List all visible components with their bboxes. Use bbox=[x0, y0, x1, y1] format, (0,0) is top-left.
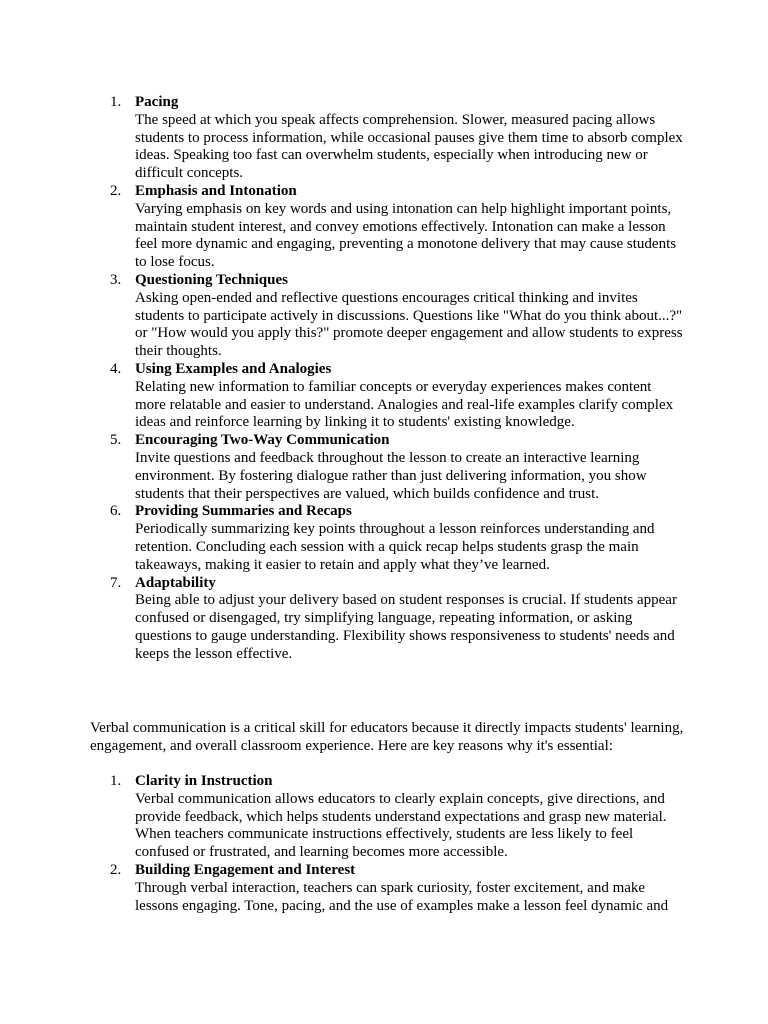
list-item-heading: Pacing bbox=[135, 94, 179, 110]
list-item-heading: Building Engagement and Interest bbox=[135, 861, 356, 878]
list-item bbox=[110, 271, 683, 361]
list-item-heading: Clarity in Instruction bbox=[135, 773, 273, 789]
list-item-number: 1. bbox=[110, 773, 122, 789]
list-item-body: Being able to adjust your delivery based on student responses is crucial. If students appear confused or disengaged, try simplifying language, repeating information, or asking questions to gauge understanding. Flexibility shows responsiveness to students' needs and keeps the lesson effective. bbox=[135, 592, 677, 662]
importance-reasons-list bbox=[110, 773, 683, 915]
list-item-body: Verbal communication allows educators to clearly explain concepts, give directions, and provide feedback, which helps students understand expectations and grasp new material. When teachers communicate instructions effectively, students are less likely to feel confused or frustrated, and learning becomes more accessible. bbox=[135, 790, 667, 861]
list-item-number: 2. bbox=[110, 182, 122, 199]
list-item-heading: Adaptability bbox=[135, 574, 216, 591]
list-item-number: 4. bbox=[110, 360, 122, 377]
list-item-body: Relating new information to familiar concepts or everyday experiences makes content more relatable and easier to understand. Analogies and real-life examples clarify complex ideas and reinforce learning by linking it to students' existing knowledge. bbox=[135, 378, 674, 431]
list-item-body: The speed at which you speak affects comprehension. Slower, measured pacing allows students to process information, while occasional pauses give them time to absorb complex ideas. Speaking too fast can overwhelm students, especially when introducing new or difficult concepts. bbox=[135, 111, 683, 182]
list-item-body: Asking open-ended and reflective questions encourages critical thinking and invites students to participate actively in discussions. Questions like "What do you think about...?" or "How would you apply this?" promote deeper engagement and allow students to express their thoughts. bbox=[135, 289, 683, 360]
list-item bbox=[110, 503, 683, 574]
list-item-body: Invite questions and feedback throughout the lesson to create an interactive learning environment. By fostering dialogue rather than just delivering information, you show students that their perspectives are valued, which builds confidence and trust. bbox=[135, 449, 647, 502]
list-item-number: 5. bbox=[110, 432, 122, 449]
list-item-number: 6. bbox=[110, 503, 122, 520]
list-item-body: Periodically summarizing key points throughout a lesson reinforces understanding and retention. Concluding each session with a quick recap helps students grasp the main takeaways, making it easier to retain and apply what they’ve learned. bbox=[135, 521, 655, 573]
list-item-number: 2. bbox=[110, 861, 122, 878]
intro-paragraph: Verbal communication is a critical skill for educators because it directly impacts students' learning, engagement, and overall classroom experience. Here are key reasons why it's essential: bbox=[90, 720, 684, 754]
list-item-body: Varying emphasis on key words and using intonation can help highlight important points, maintain student interest, and convey emotions effectively. Intonation can make a lesson feel more dynamic and engaging, preventing a monotone delivery that may cause students to lose focus. bbox=[135, 200, 677, 271]
list-item-heading: Using Examples and Analogies bbox=[135, 360, 332, 377]
list-item-number: 7. bbox=[110, 574, 122, 591]
list-item bbox=[110, 574, 683, 664]
list-item bbox=[110, 182, 683, 272]
list-item bbox=[110, 360, 683, 432]
list-item bbox=[110, 94, 683, 183]
list-item-number: 1. bbox=[110, 94, 122, 110]
list-item-heading: Emphasis and Intonation bbox=[135, 182, 297, 199]
list-item-heading: Questioning Techniques bbox=[135, 271, 288, 288]
list-item bbox=[110, 773, 683, 862]
list-item bbox=[110, 861, 683, 915]
delivery-techniques-list bbox=[110, 94, 683, 664]
list-item-number: 3. bbox=[110, 271, 122, 288]
list-item bbox=[110, 432, 683, 503]
list-item-body: Through verbal interaction, teachers can spark curiosity, foster excitement, and make lessons engaging. Tone, pacing, and the use of examples make a lesson feel dynamic and bbox=[135, 879, 669, 914]
list-item-heading: Encouraging Two-Way Communication bbox=[135, 432, 390, 449]
list-item-heading: Providing Summaries and Recaps bbox=[135, 503, 352, 520]
